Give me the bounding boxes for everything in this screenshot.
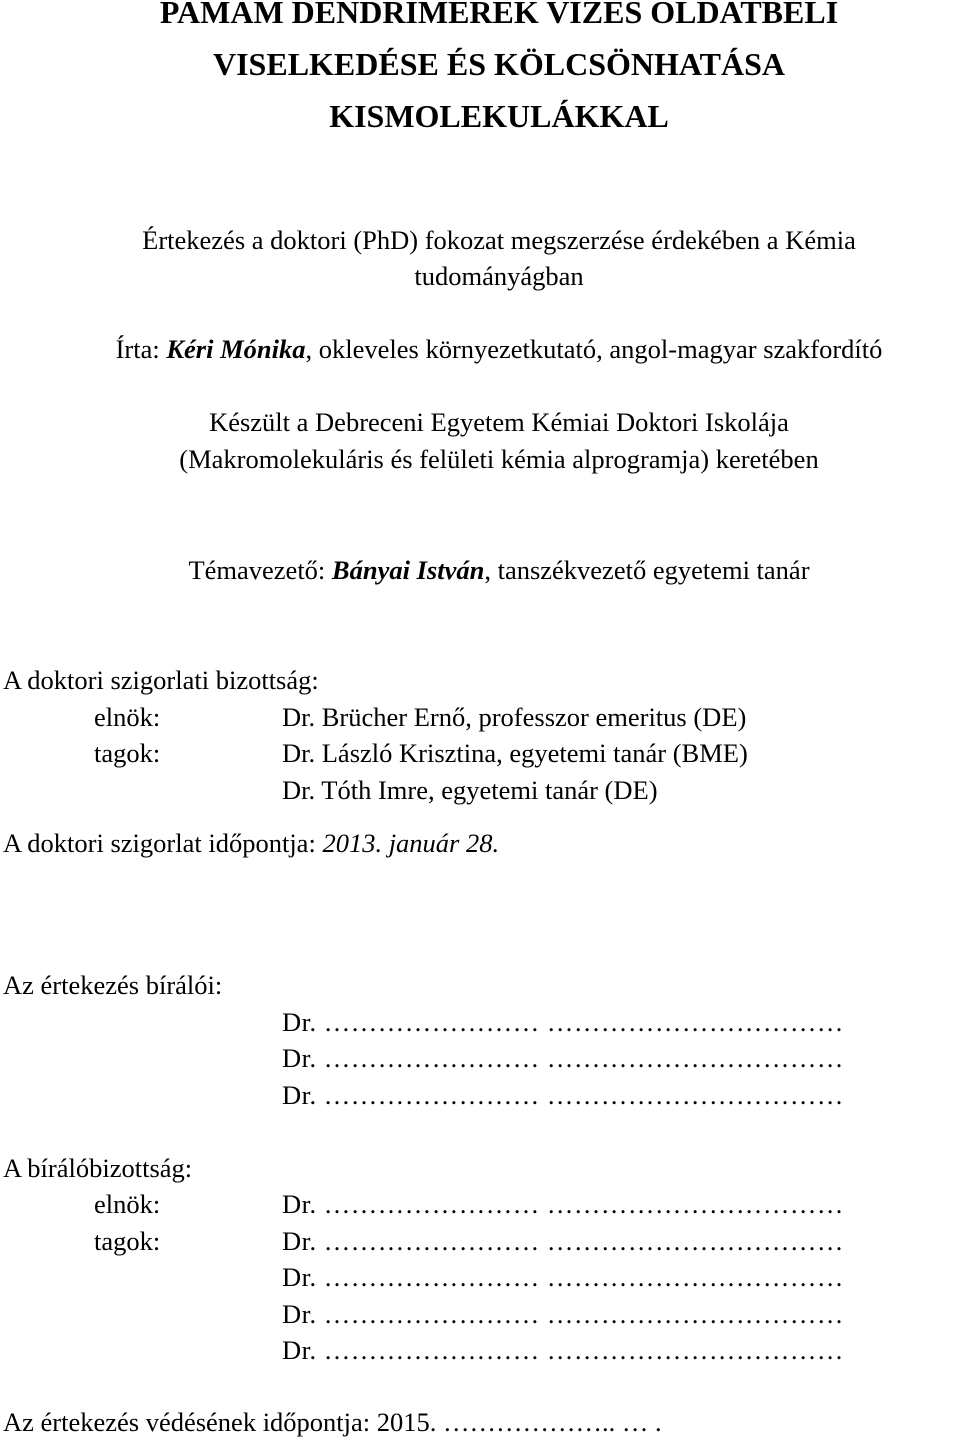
exam-committee-heading: A doktori szigorlati bizottság: xyxy=(3,665,319,695)
author-label: Írta: xyxy=(115,334,167,364)
title-line-3: KISMOLEKULÁKKAL xyxy=(329,98,669,134)
exam-date-line xyxy=(3,827,499,859)
institution-line-2: (Makromolekuláris és felületi kémia alprogramja) keretében xyxy=(179,444,819,474)
review-chair-label: elnök: xyxy=(94,1189,161,1219)
review-line-3: Dr. …………………… …………………………… xyxy=(282,1262,844,1292)
reviewer-line-1: Dr. …………………… …………………………… xyxy=(282,1007,844,1037)
title-line-1: PAMAM DENDRIMEREK VIZES OLDATBELI xyxy=(159,0,839,30)
review-committee-heading: A bírálóbizottság: xyxy=(3,1153,193,1183)
defense-date-line: Az értekezés védésének időpontja: 2015. ……………….. … . xyxy=(3,1407,662,1437)
exam-members-label: tagok: xyxy=(94,738,161,768)
exam-date-label: A doktori szigorlat időpontja: xyxy=(3,828,323,858)
exam-chair: Dr. Brücher Ernő, professzor emeritus (DE) xyxy=(282,702,747,732)
exam-member-1: Dr. László Krisztina, egyetemi tanár (BME) xyxy=(282,738,748,768)
review-line-1: Dr. …………………… …………………………… xyxy=(282,1189,844,1219)
exam-chair-label: elnök: xyxy=(94,702,161,732)
review-members-label: tagok: xyxy=(94,1226,161,1256)
reviewer-line-2: Dr. …………………… …………………………… xyxy=(282,1043,844,1073)
exam-member-2: Dr. Tóth Imre, egyetemi tanár (DE) xyxy=(282,775,658,805)
review-line-4: Dr. …………………… …………………………… xyxy=(282,1299,844,1329)
review-line-2: Dr. …………………… …………………………… xyxy=(282,1226,844,1256)
author-title: , okleveles környezetkutató, angol-magyar szakfordító xyxy=(305,334,883,364)
supervisor-label: Témavezető: xyxy=(188,555,332,585)
title-line-2: VISELKEDÉSE ÉS KÖLCSÖNHATÁSA xyxy=(212,46,786,82)
review-line-5: Dr. …………………… …………………………… xyxy=(282,1335,844,1365)
supervisor-line xyxy=(0,554,960,586)
supervisor-title: , tanszékvezető egyetemi tanár xyxy=(484,555,810,585)
supervisor-name: Bányai István xyxy=(331,555,485,585)
dissertation-line-1: Értekezés a doktori (PhD) fokozat megszerzése érdekében a Kémia xyxy=(142,225,856,255)
reviewers-heading: Az értekezés bírálói: xyxy=(3,970,223,1000)
institution-line-1: Készült a Debreceni Egyetem Kémiai Doktori Iskolája xyxy=(209,407,789,437)
exam-date-value: 2013. január 28. xyxy=(322,828,500,858)
dissertation-line-2: tudományágban xyxy=(414,261,584,291)
reviewer-line-3: Dr. …………………… …………………………… xyxy=(282,1080,844,1110)
author-line xyxy=(0,333,960,365)
author-name: Kéri Mónika xyxy=(166,334,306,364)
